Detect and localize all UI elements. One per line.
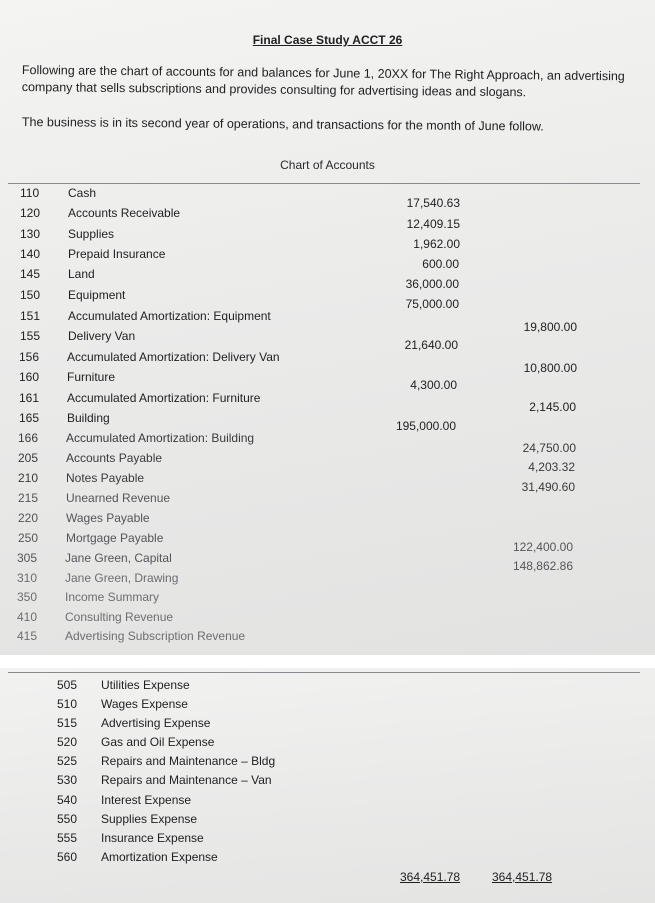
account-number: 130 bbox=[20, 227, 41, 241]
intro-paragraph: Following are the chart of accounts for and balances for June 1, 20XX for The Right Approach, an advertising company that sells subscriptions and provides consulting for advertising ideas and slogans. bbox=[21, 62, 625, 100]
account-number: 350 bbox=[17, 590, 38, 604]
account-name: Accumulated Amortization: Equipment bbox=[68, 309, 271, 323]
debit-amount: 4,300.00 bbox=[410, 378, 457, 392]
account-number: 250 bbox=[18, 531, 39, 545]
account-name: Repairs and Maintenance – Van bbox=[101, 773, 272, 787]
account-number: 165 bbox=[19, 411, 40, 425]
account-number: 305 bbox=[17, 551, 38, 565]
account-name: Furniture bbox=[67, 370, 116, 384]
account-name: Equipment bbox=[68, 288, 126, 302]
account-name: Unearned Revenue bbox=[66, 491, 171, 505]
account-name: Land bbox=[68, 267, 95, 281]
credit-amount: 24,750.00 bbox=[522, 441, 576, 455]
account-number: 166 bbox=[18, 431, 39, 445]
account-name: Accounts Receivable bbox=[68, 206, 181, 220]
chart-of-accounts-heading: Chart of Accounts bbox=[280, 158, 375, 172]
debit-amount: 36,000.00 bbox=[405, 277, 459, 291]
account-number: 156 bbox=[19, 350, 40, 364]
account-number: 530 bbox=[57, 773, 78, 787]
account-name: Jane Green, Capital bbox=[65, 551, 172, 565]
account-name: Interest Expense bbox=[101, 793, 192, 807]
debit-amount: 17,540.63 bbox=[406, 196, 460, 210]
credit-amount: 19,800.00 bbox=[523, 320, 577, 334]
account-name: Repairs and Maintenance – Bldg bbox=[101, 754, 276, 768]
credit-amount: 2,145.00 bbox=[529, 400, 576, 414]
account-number: 520 bbox=[57, 735, 78, 749]
account-name: Advertising Subscription Revenue bbox=[65, 629, 246, 643]
account-number: 210 bbox=[18, 471, 39, 485]
document-title: Final Case Study ACCT 26 bbox=[252, 33, 403, 47]
account-number: 515 bbox=[57, 716, 78, 730]
debit-amount: 600.00 bbox=[422, 257, 459, 271]
account-number: 410 bbox=[17, 610, 38, 624]
account-name: Delivery Van bbox=[68, 329, 136, 343]
account-name: Utilities Expense bbox=[101, 678, 190, 692]
account-name: Jane Green, Drawing bbox=[65, 571, 179, 585]
account-name: Mortgage Payable bbox=[66, 531, 164, 545]
account-name: Wages Payable bbox=[66, 511, 150, 525]
account-number: 505 bbox=[57, 678, 78, 692]
account-number: 161 bbox=[19, 391, 40, 405]
account-number: 550 bbox=[57, 812, 78, 826]
account-name: Accounts Payable bbox=[66, 451, 163, 465]
credit-amount: 148,862.86 bbox=[512, 559, 573, 573]
credit-amount: 4,203.32 bbox=[528, 460, 575, 474]
account-number: 525 bbox=[57, 754, 78, 768]
debit-amount: 75,000.00 bbox=[405, 297, 459, 311]
account-number: 540 bbox=[57, 793, 78, 807]
debit-total: 364,451.78 bbox=[400, 870, 461, 884]
account-name: Amortization Expense bbox=[101, 850, 218, 864]
account-name: Supplies Expense bbox=[101, 812, 198, 826]
account-number: 120 bbox=[20, 206, 41, 220]
divider bbox=[8, 672, 640, 673]
account-number: 160 bbox=[19, 370, 40, 384]
account-number: 145 bbox=[20, 267, 41, 281]
account-name: Consulting Revenue bbox=[65, 610, 174, 624]
divider bbox=[8, 183, 640, 184]
credit-amount: 31,490.60 bbox=[521, 480, 575, 494]
credit-total: 364,451.78 bbox=[492, 870, 553, 884]
account-name: Accumulated Amortization: Delivery Van bbox=[67, 350, 280, 364]
account-name: Advertising Expense bbox=[101, 716, 211, 730]
account-number: 415 bbox=[17, 629, 38, 643]
account-number: 215 bbox=[18, 491, 39, 505]
account-number: 150 bbox=[20, 288, 41, 302]
account-number: 140 bbox=[20, 247, 41, 261]
debit-amount: 1,962.00 bbox=[413, 237, 460, 251]
account-name: Supplies bbox=[68, 227, 115, 241]
operations-note: The business is in its second year of operations, and transactions for the month of June follow. bbox=[21, 114, 544, 134]
account-name: Prepaid Insurance bbox=[68, 247, 166, 261]
account-number: 205 bbox=[18, 451, 39, 465]
account-number: 560 bbox=[57, 850, 78, 864]
debit-amount: 21,640.00 bbox=[404, 338, 458, 352]
account-name: Gas and Oil Expense bbox=[101, 735, 215, 749]
account-name: Notes Payable bbox=[66, 471, 145, 485]
photo-gap bbox=[0, 655, 655, 668]
debit-amount: 12,409.15 bbox=[406, 217, 460, 231]
account-name: Insurance Expense bbox=[101, 831, 204, 845]
account-name: Cash bbox=[68, 186, 97, 200]
account-number: 310 bbox=[17, 571, 38, 585]
account-number: 110 bbox=[20, 186, 40, 200]
account-number: 151 bbox=[20, 309, 41, 323]
account-number: 510 bbox=[57, 697, 78, 711]
document-photo-bottom bbox=[0, 668, 655, 903]
account-name: Income Summary bbox=[65, 590, 160, 604]
account-name: Accumulated Amortization: Building bbox=[66, 431, 255, 445]
account-number: 155 bbox=[20, 329, 41, 343]
account-name: Building bbox=[67, 411, 110, 425]
credit-amount: 10,800.00 bbox=[523, 361, 577, 375]
account-name: Accumulated Amortization: Furniture bbox=[67, 391, 261, 405]
debit-amount: 195,000.00 bbox=[395, 419, 456, 433]
account-number: 220 bbox=[18, 511, 39, 525]
account-name: Wages Expense bbox=[101, 697, 188, 711]
credit-amount: 122,400.00 bbox=[512, 540, 573, 554]
account-number: 555 bbox=[57, 831, 78, 845]
